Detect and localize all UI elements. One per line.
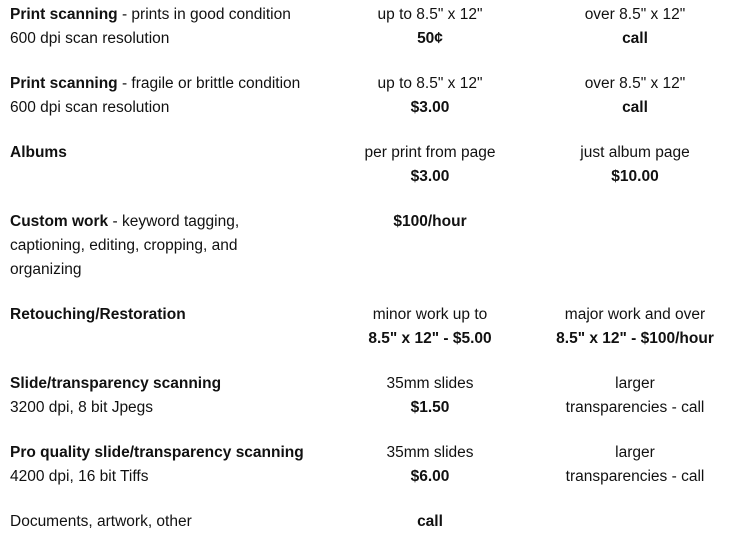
price-large — [530, 303, 740, 351]
price-value: call — [622, 99, 648, 116]
price-value: transparencies - call — [565, 468, 705, 485]
price-value: $3.00 — [410, 168, 450, 185]
price-standard — [330, 72, 530, 120]
price-large — [530, 372, 740, 420]
size-label: minor work up to — [372, 306, 488, 323]
service-subline: captioning, editing, cropping, and — [10, 237, 238, 254]
service-description — [10, 372, 310, 420]
price-standard — [330, 510, 530, 534]
service-title: Pro quality slide/transparency scanning — [10, 444, 304, 461]
price-value: $100/hour — [393, 213, 467, 230]
price-standard — [330, 303, 530, 351]
service-title: Custom work — [10, 213, 109, 230]
price-value: 50¢ — [417, 30, 443, 47]
service-description — [10, 72, 310, 120]
price-standard — [330, 3, 530, 51]
size-label: per print from page — [364, 144, 496, 161]
price-large — [530, 3, 740, 51]
service-description — [10, 3, 310, 51]
size-label: up to 8.5" x 12" — [377, 75, 483, 92]
service-detail: - fragile or brittle condition — [117, 75, 301, 92]
service-description — [10, 441, 310, 489]
price-value: $10.00 — [611, 168, 659, 185]
price-value: call — [622, 30, 648, 47]
service-subline: 600 dpi scan resolution — [10, 99, 170, 116]
size-label: up to 8.5" x 12" — [377, 6, 483, 23]
price-value: 8.5" x 12" - $5.00 — [368, 330, 492, 347]
service-title: Documents, artwork, other — [10, 513, 192, 530]
size-label: just album page — [580, 144, 690, 161]
service-description — [10, 141, 310, 165]
service-title: Retouching/Restoration — [10, 306, 186, 323]
price-large — [530, 141, 740, 189]
price-value: 8.5" x 12" - $100/hour — [556, 330, 714, 347]
service-subline: organizing — [10, 261, 82, 278]
service-title: Slide/transparency scanning — [10, 375, 222, 392]
price-standard — [330, 141, 530, 189]
service-description — [10, 303, 310, 327]
size-label: 35mm slides — [386, 375, 474, 392]
service-title: Print scanning — [10, 75, 118, 92]
price-value: $3.00 — [410, 99, 450, 116]
service-title: Albums — [10, 144, 67, 161]
service-subline: 4200 dpi, 16 bit Tiffs — [10, 468, 149, 485]
service-subline: 600 dpi scan resolution — [10, 30, 170, 47]
size-label: major work and over — [564, 306, 706, 323]
price-value: transparencies - call — [565, 399, 705, 416]
size-label: larger — [615, 375, 655, 392]
price-value: $6.00 — [410, 468, 450, 485]
size-label: over 8.5" x 12" — [584, 6, 686, 23]
price-standard — [330, 372, 530, 420]
service-description — [10, 510, 310, 534]
service-subline: 3200 dpi, 8 bit Jpegs — [10, 399, 154, 416]
price-value: $1.50 — [410, 399, 450, 416]
service-title: Print scanning — [10, 6, 118, 23]
size-label: larger — [615, 444, 655, 461]
price-standard — [330, 210, 530, 234]
size-label: over 8.5" x 12" — [584, 75, 686, 92]
size-label: 35mm slides — [386, 444, 474, 461]
service-detail: - prints in good condition — [117, 6, 291, 23]
price-standard — [330, 441, 530, 489]
service-description — [10, 210, 310, 282]
price-large — [530, 72, 740, 120]
price-large — [530, 441, 740, 489]
price-value: call — [417, 513, 443, 530]
service-detail: - keyword tagging, — [108, 213, 240, 230]
